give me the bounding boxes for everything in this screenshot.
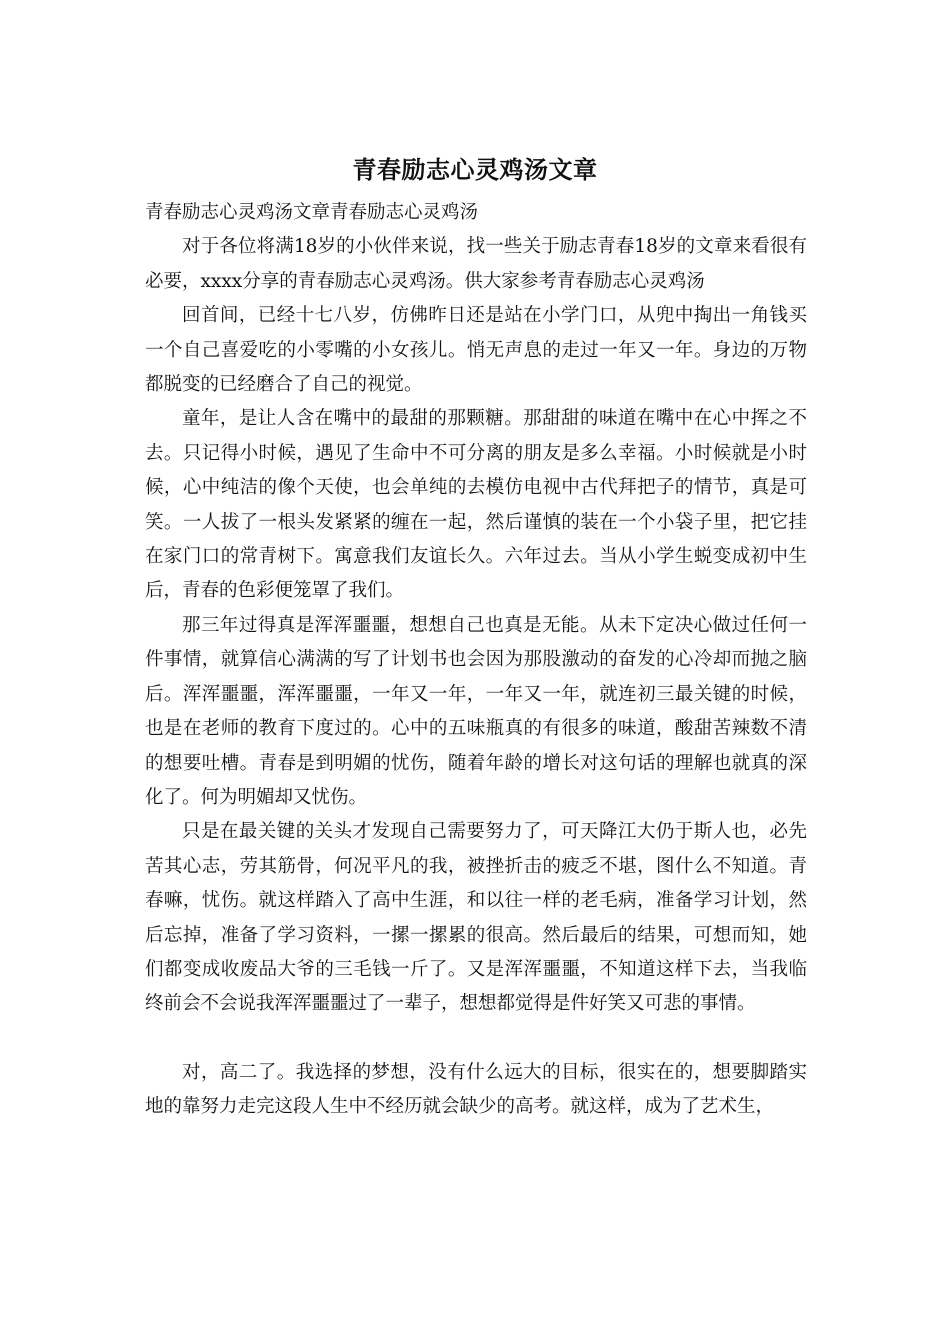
- paragraph: 那三年过得真是浑浑噩噩，想想自己也真是无能。从未下定决心做过任何一件事情，就算信心满满的写了计划书也会因为那股激动的奋发的心冷却而抛之脑后。浑浑噩噩，浑浑噩噩，一年又一年，一年又一年，就连初三最关键的时候，也是在老师的教育下度过的。心中的五味瓶真的有很多的味道，酸甜苦辣数不清的想要吐槽。青春是到明媚的忧伤，随着年龄的增长对这句话的理解也就真的深化了。何为明媚却又忧伤。: [145, 614, 807, 808]
- paragraph: 童年，是让人含在嘴中的最甜的那颗糖。那甜甜的味道在嘴中在心中挥之不去。只记得小时候，遇见了生命中不可分离的朋友是多么幸福。小时候就是小时候，心中纯洁的像个天使，也会单纯的去模仿电视中古代拜把子的情节，真是可笑。一人拔了一根头发紧紧的缠在一起，然后谨慎的装在一个小袋子里，把它挂在家门口的常青树下。寓意我们友谊长久。六年过去。当从小学生蜕变成初中生后，青春的色彩便笼罩了我们。: [145, 408, 807, 602]
- paragraph: 回首间，已经十七八岁，仿佛昨日还是站在小学门口，从兜中掏出一角钱买一个自己喜爱吃的小零嘴的小女孩儿。悄无声息的走过一年又一年。身边的万物都脱变的已经磨合了自己的视觉。: [145, 305, 807, 396]
- paragraph: 对于各位将满18岁的小伙伴来说，找一些关于励志青春18岁的文章来看很有必要，xxxx分享的青春励志心灵鸡汤。供大家参考青春励志心灵鸡汤: [145, 236, 807, 292]
- paragraph: 对，高二了。我选择的梦想，没有什么远大的目标，很实在的，想要脚踏实地的靠努力走完这段人生中不经历就会缺少的高考。就这样，成为了艺术生，: [145, 1061, 807, 1118]
- document-body: [145, 196, 807, 1125]
- paragraph: 只是在最关键的关头才发现自己需要努力了，可天降江大仍于斯人也，必先苦其心志，劳其筋骨，何况平凡的我，被挫折击的疲乏不堪，图什么不知道。青春嘛，忧伤。就这样踏入了高中生涯，和以往一样的老毛病，准备学习计划，然后忘掉，准备了学习资料，一摞一摞累的很高。然后最后的结果，可想而知，她们都变成收废品大爷的三毛钱一斤了。又是浑浑噩噩，不知道这样下去，当我临终前会不会说我浑浑噩噩过了一辈子，想想都觉得是件好笑又可悲的事情。: [145, 821, 807, 1015]
- document-subtitle: 青春励志心灵鸡汤文章青春励志心灵鸡汤: [145, 202, 479, 223]
- document-title: 青春励志心灵鸡汤文章: [352, 155, 598, 184]
